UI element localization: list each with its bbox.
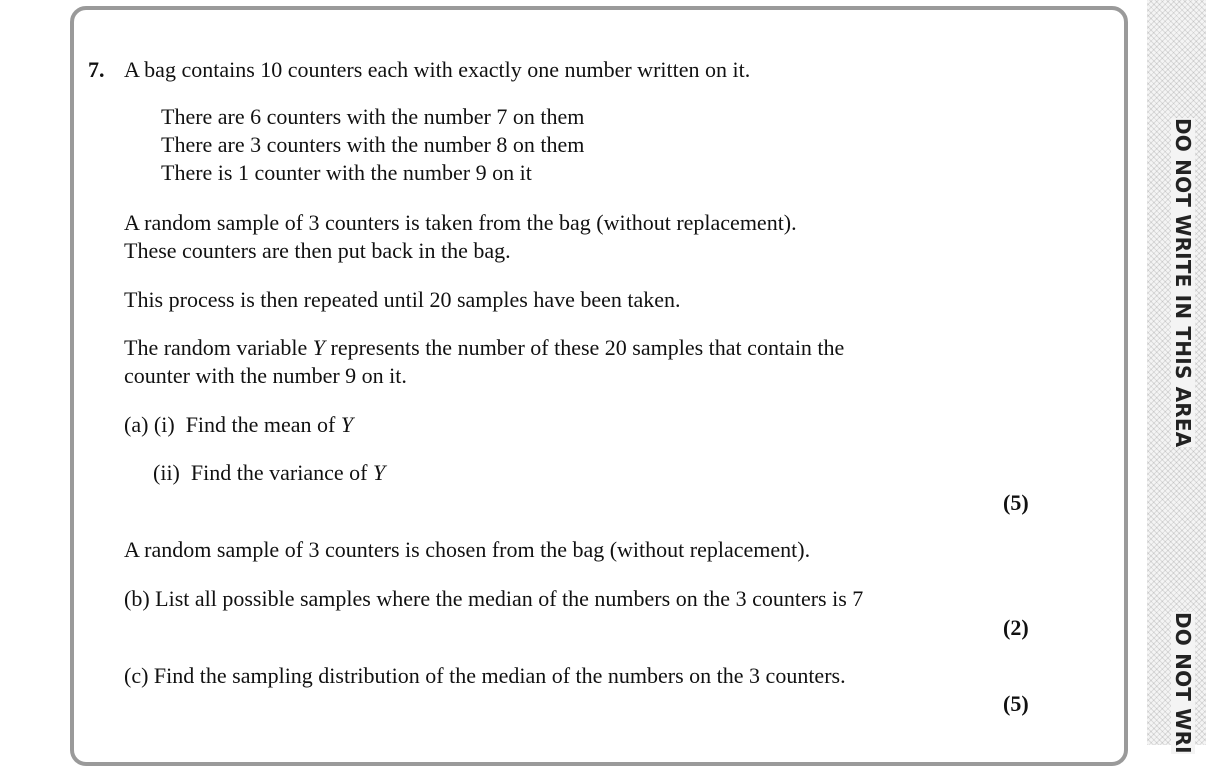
marks-b: (2): [1003, 615, 1029, 640]
part-a-ii-label: (ii): [153, 460, 180, 485]
repeat-line: This process is then repeated until 20 samples have been taken.: [124, 287, 681, 312]
counter-line-2: There are 3 counters with the number 8 on them: [161, 132, 585, 157]
question-intro: A bag contains 10 counters each with exactly one number written on it.: [124, 57, 751, 82]
part-a-ii-text: Find the variance of: [190, 460, 373, 485]
counter-line-3: There is 1 counter with the number 9 on it: [161, 160, 532, 185]
rv-post: represents the number of these 20 samples that contain the: [325, 335, 845, 360]
margin-warning-1: DO NOT WRITE IN THIS AREA: [1171, 118, 1195, 448]
rv-variable: Y: [312, 335, 326, 360]
part-a-i-text: Find the mean of: [185, 412, 341, 437]
part-a-ii-var: Y: [372, 460, 386, 485]
counter-line-1: There are 6 counters with the number 7 on them: [161, 104, 585, 129]
sampling-line-2: These counters are then put back in the bag.: [124, 238, 511, 263]
part-a-i-var: Y: [340, 412, 354, 437]
part-a-i: [124, 412, 353, 438]
part-a-label: (a) (i): [124, 412, 175, 437]
margin-warning-2: DO NOT WRI: [1171, 612, 1195, 754]
question-number: 7.: [88, 57, 105, 82]
sample-again-line: A random sample of 3 counters is chosen from the bag (without replacement).: [124, 537, 811, 562]
marks-c: (5): [1003, 691, 1029, 716]
rv-line-2: counter with the number 9 on it.: [124, 363, 407, 388]
marks-a: (5): [1003, 490, 1029, 515]
sampling-line-1: A random sample of 3 counters is taken from the bag (without replacement).: [124, 210, 797, 235]
part-b: (b) List all possible samples where the median of the numbers on the 3 counters is 7: [124, 586, 864, 611]
rv-pre: The random variable: [124, 335, 313, 360]
part-c: (c) Find the sampling distribution of the median of the numbers on the 3 counters.: [124, 663, 846, 688]
rv-line-1: [124, 335, 844, 361]
part-a-ii: [153, 460, 385, 486]
